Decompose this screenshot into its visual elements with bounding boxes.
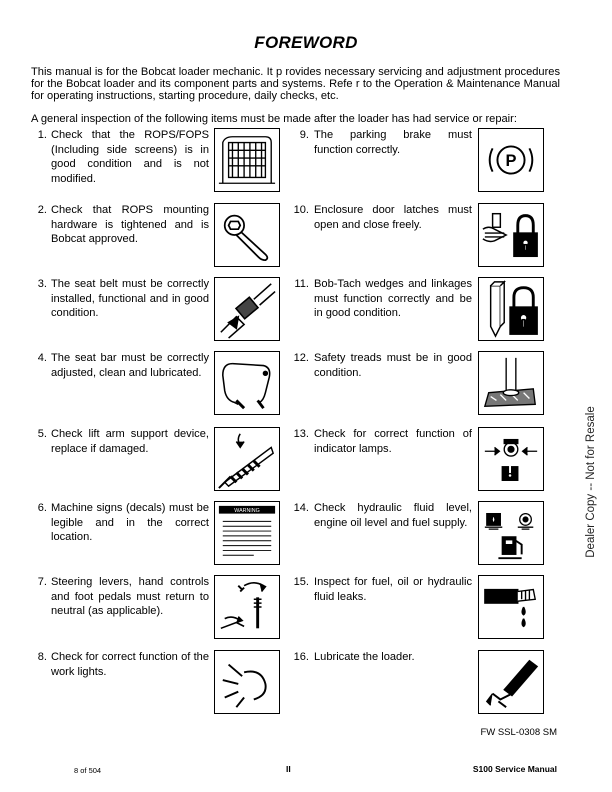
item-text: The seat bar must be correctly adjusted, clean and lubricated. <box>51 352 209 379</box>
item-text: Check lift arm support device, replace if damaged. <box>51 428 209 455</box>
checklist-item <box>292 277 474 337</box>
checklist-item <box>292 128 474 188</box>
work-light-icon <box>214 650 280 714</box>
document-code: FW SSL-0308 SM <box>480 727 557 738</box>
item-number: 15. <box>293 576 309 588</box>
checklist-item <box>292 203 474 263</box>
item-text: Check that the ROPS/FOPS (Including side screens) is in good condition and is not modified. <box>51 129 209 185</box>
item-text: Check that ROPS mounting hardware is tightened and is Bobcat approved. <box>51 204 209 245</box>
lift-arm-support-icon <box>214 427 280 491</box>
checklist-item <box>31 427 211 487</box>
checklist-item <box>292 427 474 487</box>
checklist-item <box>31 575 211 635</box>
grease-gun-icon <box>478 650 544 714</box>
item-number: 7. <box>37 576 47 588</box>
rops-cab-icon <box>214 128 280 192</box>
item-number: 5. <box>37 428 47 440</box>
checklist-item <box>292 650 474 710</box>
checklist-item <box>31 128 211 188</box>
decal-label: WARNING <box>234 508 260 515</box>
item-number: 9. <box>299 129 309 141</box>
item-number: 8. <box>37 651 47 663</box>
item-text: Check for correct function of indicator lamps. <box>314 428 472 455</box>
item-text: Check for correct function of the work lights. <box>51 651 209 678</box>
item-text: Enclosure door latches must open and close freely. <box>314 204 472 231</box>
wrench-icon <box>214 203 280 267</box>
item-text: Lubricate the loader. <box>314 651 415 663</box>
item-number: 14. <box>293 502 309 514</box>
item-number: 12. <box>293 352 309 364</box>
item-text: Steering levers, hand controls and foot pedals must return to neutral (as applicable). <box>51 576 209 617</box>
bob-tach-wedge-lock-icon <box>478 277 544 341</box>
item-number: 1. <box>37 129 47 141</box>
item-text: Safety treads must be in good condition. <box>314 352 472 379</box>
svg-text:P: P <box>505 151 517 170</box>
seat-belt-icon <box>214 277 280 341</box>
item-text: Check hydraulic fluid level, engine oil level and fuel supply. <box>314 502 472 529</box>
item-text: Machine signs (decals) must be legible and in the correct location. <box>51 502 209 543</box>
checklist-item <box>31 650 211 710</box>
inspection-lead: A general inspection of the following items must be made after the loader has had service or repair: <box>31 113 517 125</box>
checklist-item <box>292 501 474 561</box>
door-latch-lock-icon <box>478 203 544 267</box>
fluid-leak-icon <box>478 575 544 639</box>
checklist-item <box>31 203 211 263</box>
item-number: 16. <box>293 651 309 663</box>
item-number: 2. <box>37 204 47 216</box>
page-title: FOREWORD <box>254 33 358 52</box>
checklist-item <box>292 575 474 635</box>
checklist-item <box>292 351 474 411</box>
page-number: II <box>286 764 291 774</box>
side-watermark-text: Dealer Copy -- Not for Resale <box>585 406 597 558</box>
manual-name: S100 Service Manual <box>472 764 557 774</box>
fluid-levels-icon <box>478 501 544 565</box>
checklist-item <box>31 501 211 561</box>
item-number: 3. <box>37 278 47 290</box>
item-text: The seat belt must be correctly installed, functional and in good condition. <box>51 278 209 319</box>
seat-bar-icon <box>214 351 280 415</box>
item-number: 11. <box>294 278 309 290</box>
indicator-lamps-icon <box>478 427 544 491</box>
control-levers-icon <box>214 575 280 639</box>
safety-tread-icon <box>478 351 544 415</box>
item-text: The parking brake must function correctly. <box>314 129 472 156</box>
item-number: 6. <box>37 502 47 514</box>
warning-decal-icon <box>214 501 280 565</box>
item-number: 13. <box>293 428 309 440</box>
checklist-item <box>31 351 211 411</box>
item-number: 4. <box>37 352 47 364</box>
item-text: Inspect for fuel, oil or hydraulic fluid leaks. <box>314 576 472 603</box>
item-number: 10. <box>293 204 309 216</box>
intro-paragraph: This manual is for the Bobcat loader mechanic. It p rovides necessary servicing and adjustment procedures for the Bobcat loader and its component parts and systems. Refe r to the Operation & Maintenance Manual for operating instructions, starting procedure, daily checks, etc. <box>31 66 560 103</box>
parking-brake-icon <box>478 128 544 192</box>
item-text: Bob-Tach wedges and linkages must function correctly and be in good condition. <box>314 278 472 319</box>
page-count: 8 of 504 <box>74 766 102 775</box>
checklist-item <box>31 277 211 337</box>
